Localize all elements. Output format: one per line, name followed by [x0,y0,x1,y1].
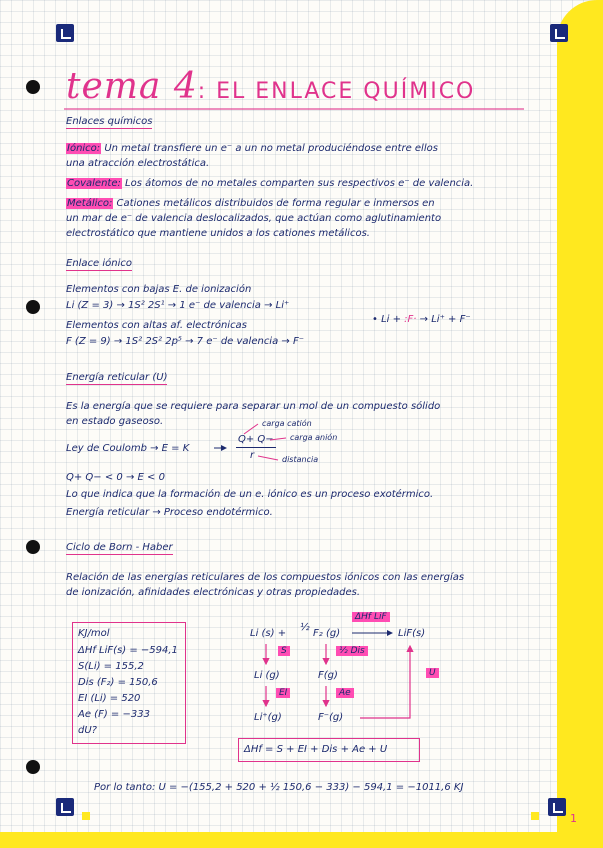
text-line: Elementos con altas af. electrónicas [66,320,247,331]
heading-enlaces-quimicos: Enlaces químicos [66,116,153,127]
text-line: Cationes metálicos distribuidos de forma regular e inmersos en [113,198,435,209]
annotation-carga-cation: carga catión [262,419,312,428]
text-line: en estado gaseoso. [66,416,164,427]
text-line: Relación de las energías reticulares de los compuestos iónicos con las energías [66,572,465,583]
fraction-numerator: Q+ Q− [238,434,274,445]
eq-fluorine: :F· [404,314,417,325]
box-line: S(Li) = 155,2 [78,661,144,672]
text-line: Elementos con bajas E. de ionización [66,284,252,295]
fraction-denominator: r [250,450,255,461]
text-line: Energía reticular → Proceso endotérmico. [66,507,273,518]
text-line: Li (Z = 3) → 1S² 2S¹ → 1 e⁻ de valencia → Li⁺ [66,300,290,311]
text-line: F (Z = 9) → 1S² 2S² 2p⁵ → 7 e⁻ de valencia → F⁻ [66,336,304,347]
annotation-carga-anion: carga anión [290,433,338,442]
tag-dis: ½ Dis [336,646,368,656]
text-line: Lo que indica que la formación de un e. iónico es un proceso exotérmico. [66,489,434,500]
cycle-f2: F₂ (g) [313,628,341,639]
text-line: un mar de e⁻ de valencia deslocalizados, que actúan como aglutinamiento [66,213,442,224]
box-line: ΔHf LiF(s) = −594,1 [78,645,178,656]
tag-dhf-lif: ΔHf LiF [352,612,390,622]
box-line: Dis (F₂) = 150,6 [78,677,158,688]
text-line: Los átomos de no metales comparten sus respectivos e⁻ de valencia. [121,178,474,189]
pointer-cation [244,424,258,434]
formula-text: ΔHf = S + EI + Dis + Ae + U [244,744,388,755]
arrow-u [360,646,410,718]
label-ionico: Iónico: [67,143,101,154]
annotation-distancia: distancia [282,455,319,464]
title-main: tema 4 [66,66,198,107]
text-line: una atracción electrostática. [66,158,210,169]
box-line: Ae (F) = −333 [78,709,150,720]
title-rest: : EL ENLACE QUÍMICO [197,79,476,104]
box-line: dU? [78,725,97,736]
heading-energia-reticular: Energía reticular (U) [66,372,168,383]
cycle-li-s: Li (s) + [250,628,287,639]
cycle-li-g: Li (g) [254,670,280,681]
tag-ei: EI [276,688,290,698]
tag-s: S [278,646,290,656]
cycle-half: ½ [300,622,310,633]
label-covalente: Covalente: [67,178,121,189]
tag-ae: Ae [336,688,354,698]
page-number: 1 [570,812,577,825]
text-line: Q+ Q− < 0 → E < 0 [66,472,165,483]
text-line: Un metal transfiere un e⁻ a un no metal produciéndose entre ellos [101,143,438,154]
pointer-distancia [258,456,278,460]
cycle-f-g: F(g) [318,670,338,681]
text-line: electrostático que mantiene unidos a los cationes metálicos. [66,228,370,239]
heading-enlace-ionico: Enlace iónico [66,258,133,269]
heading-ciclo-born-haber: Ciclo de Born - Haber [66,542,173,553]
coulomb-law: Ley de Coulomb → E = K [66,443,190,454]
eq-part: → Li⁺ + F⁻ [416,314,471,325]
label-metalico: Metálico: [67,198,113,209]
eq-part: • Li + [372,314,405,325]
box-line: KJ/mol [78,628,110,639]
cycle-f-minus: F⁻(g) [318,712,344,723]
cycle-lif: LiF(s) [398,628,426,639]
tag-u: U [426,668,439,678]
box-line: EI (Li) = 520 [78,693,141,704]
text-line: Es la energía que se requiere para separar un mol de un compuesto sólido [66,401,441,412]
result-line: Por lo tanto: U = −(155,2 + 520 + ½ 150,6 − 333) − 594,1 = −1011,6 KJ [94,782,464,793]
text-line: de ionización, afinidades electrónicas y otras propiedades. [66,587,361,598]
cycle-li-plus: Li⁺(g) [254,712,282,723]
pointer-anion [270,438,286,440]
